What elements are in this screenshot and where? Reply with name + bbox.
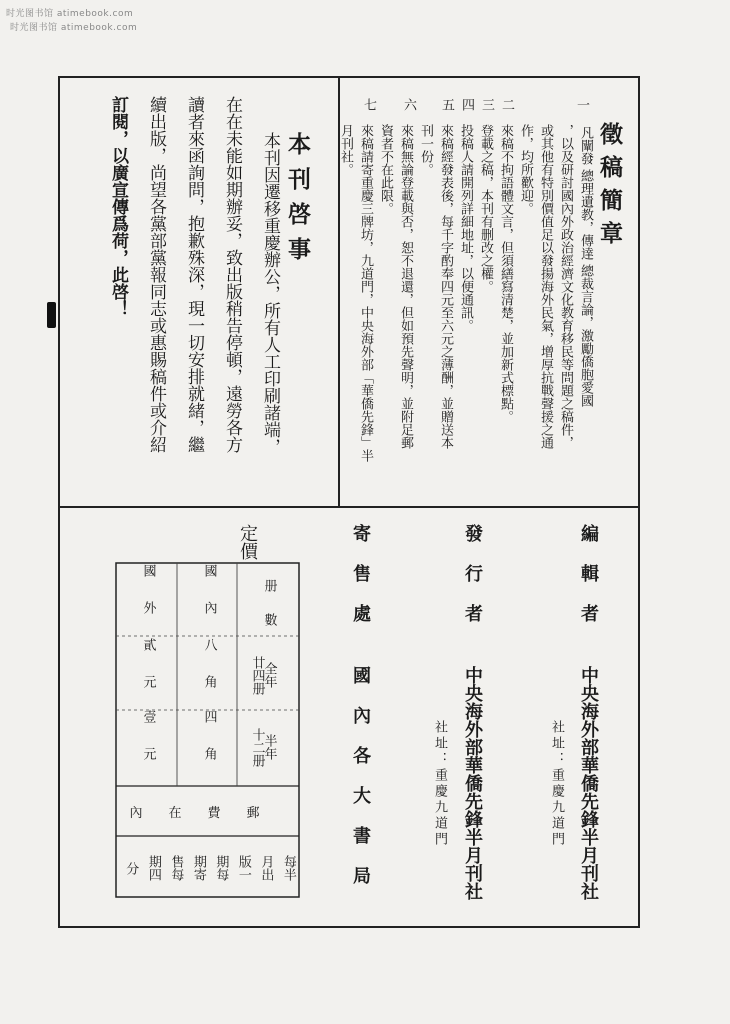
item-1-line-3: 或其他有特別價值足以發揚海外民氣，增厚抗戰聲援之通 [538, 124, 553, 449]
domestic-label: 國內 [201, 564, 217, 638]
item-2-line-1: 來稿不拘語體文言，但須繕寫清楚，並加新式標點。 [498, 124, 513, 423]
domestic-half-year: 四角 [201, 710, 217, 784]
binding-mark [47, 302, 56, 328]
schedule-7: 期四 [145, 855, 161, 881]
item-6-line-2: 月刊社。 [338, 124, 353, 176]
publisher-address: 社址：重慶九道門 [432, 720, 447, 848]
count-half-year-issues: 十二册 [249, 727, 265, 767]
item-6-line-1: 來稿請寄重慶三牌坊，九道門，中央海外部「華僑先鋒」半 [358, 124, 373, 462]
editor-address: 社址：重慶九道門 [549, 720, 564, 848]
item-number-7: 七 [361, 98, 376, 111]
header-shu: 數 [261, 612, 277, 626]
schedule-5: 期寄 [190, 855, 206, 881]
schedule-note [123, 844, 295, 892]
publisher-name: 中央海外部華僑先鋒半月刊社 [462, 666, 483, 900]
item-number-1: 一 [574, 98, 589, 111]
watermark-1: 时光图书馆 atimebook.com [6, 9, 134, 19]
item-number-6: 六 [401, 98, 416, 111]
notice-title: 本刊啓事 [284, 132, 311, 272]
item-1-line-4: 作，均所歡迎。 [518, 124, 533, 215]
publisher-label: 發行者 [462, 524, 483, 644]
schedule-2: 月出 [258, 855, 274, 881]
item-4-line-2: 刊一份。 [418, 124, 433, 176]
section-divider [58, 506, 640, 508]
schedule-3: 版一 [235, 855, 251, 881]
editor-name: 中央海外部華僑先鋒半月刊社 [578, 666, 599, 900]
price-table [115, 562, 300, 898]
count-half-year: 半年 [261, 734, 277, 760]
item-5-line-1: 來稿無論登載與否，恕不退還，但如預先聲明，並附足郵 [398, 124, 413, 449]
item-1-line-1: 凡闡發 總理遺教，傳達 總裁言論，激勵僑胞愛國 [578, 126, 593, 408]
item-1-line-2: ，以及研討國內外政治經濟文化教育移民等問題之稿件， [558, 124, 573, 449]
count-full-year-issues: 廿四册 [249, 655, 265, 695]
price-title: 定價 [237, 524, 258, 560]
item-2-line-2: 登載之稿，本刊有删改之權。 [478, 124, 493, 293]
call-for-papers-title: 徵稿簡章 [596, 122, 623, 254]
item-3-line-1: 投稿人請開列詳細地址，以便通訊。 [458, 124, 473, 332]
distributor-name: 國內各大書局 [350, 666, 371, 906]
schedule-1: 每半 [280, 855, 296, 881]
header-ce: 册 [261, 578, 277, 592]
schedule-6: 售每 [168, 855, 184, 881]
schedule-4: 期每 [213, 855, 229, 881]
notice-line-1: 本刊因遷移重慶辦公，所有人工印刷諸端， [260, 132, 280, 455]
item-number-3: 三 [479, 98, 494, 111]
overseas-half-year: 壹元 [140, 710, 156, 784]
distributor-label: 寄售處 [350, 524, 371, 644]
item-number-4: 四 [459, 98, 474, 111]
editor-label: 編輯者 [578, 524, 599, 644]
notice-line-5: 訂閱，以廣宣傳爲荷，此啓！ [108, 96, 128, 317]
item-5-line-2: 資者不在此限。 [378, 124, 393, 215]
schedule-8: 分 [123, 861, 139, 875]
item-number-2: 二 [499, 98, 514, 111]
overseas-label: 國外 [140, 564, 156, 638]
notice-line-4: 續出版，尚望各黨部黨報同志或惠賜稿件或介紹 [146, 96, 166, 453]
postage-note: 郵費在內 [129, 805, 286, 821]
overseas-full-year: 貳元 [140, 638, 156, 712]
item-number-5: 五 [439, 98, 454, 111]
watermark-2: 时光图书馆 atimebook.com [10, 23, 138, 33]
count-full-year: 全年 [261, 662, 277, 688]
domestic-full-year: 八角 [201, 638, 217, 712]
notice-line-3: 讀者來函詢問，抱歉殊深，現一切安排就緒，繼 [184, 96, 204, 453]
item-4-line-1: 來稿經發表後，每千字酌奉四元至六元之薄酬，並贈送本 [438, 124, 453, 449]
notice-line-2: 在在未能如期辦妥，致出版稍告停頓，遠勞各方 [222, 96, 242, 453]
